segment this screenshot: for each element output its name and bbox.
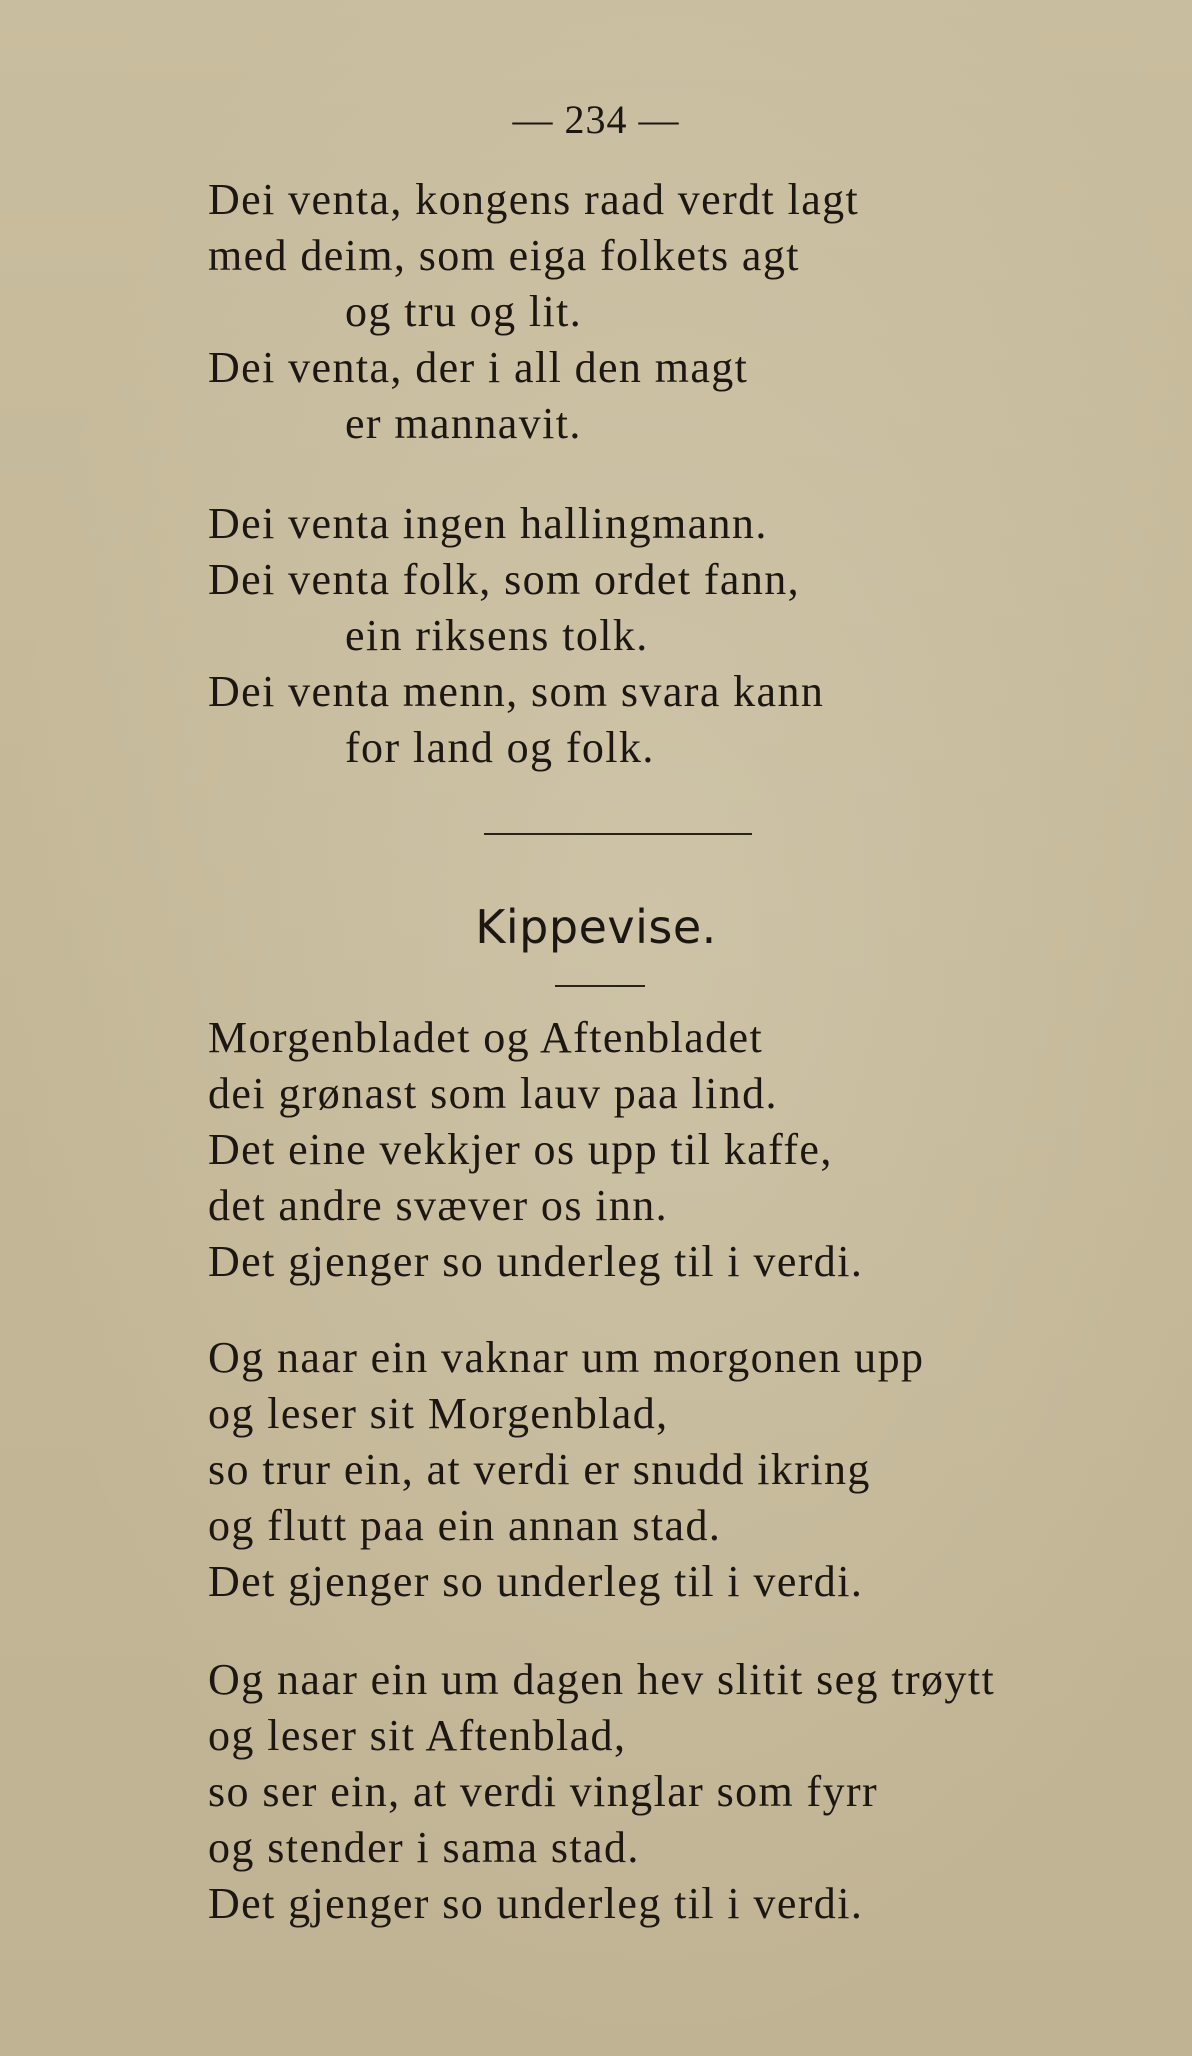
verse-line: og leser sit Morgenblad, bbox=[208, 1389, 669, 1438]
verse-line: for land og folk. bbox=[345, 723, 655, 772]
verse-line: Dei venta folk, som ordet fann, bbox=[208, 555, 801, 604]
verse-line: so trur ein, at verdi er snudd ikring bbox=[208, 1445, 871, 1494]
section-title: Kippevise. bbox=[475, 900, 717, 954]
verse-line: so ser ein, at verdi vinglar som fyrr bbox=[208, 1767, 879, 1816]
verse-line: og leser sit Aftenblad, bbox=[208, 1711, 627, 1760]
verse-line: Det gjenger so underleg til i verdi. bbox=[208, 1879, 864, 1928]
verse-line: det andre svæver os inn. bbox=[208, 1181, 669, 1230]
verse-line: og tru og lit. bbox=[345, 287, 583, 336]
verse-line: og stender i sama stad. bbox=[208, 1823, 640, 1872]
title-underline bbox=[555, 985, 645, 987]
verse-line: Det eine vekkjer os upp til kaffe, bbox=[208, 1125, 833, 1174]
verse-line: med deim, som eiga folkets agt bbox=[208, 231, 800, 280]
verse-line: dei grønast som lauv paa lind. bbox=[208, 1069, 778, 1118]
verse-line: Det gjenger so underleg til i verdi. bbox=[208, 1557, 864, 1606]
verse-line: ein riksens tolk. bbox=[345, 611, 649, 660]
verse-line: Morgenbladet og Aftenbladet bbox=[208, 1013, 764, 1062]
verse-line: og flutt paa ein annan stad. bbox=[208, 1501, 722, 1550]
page-number: — 234 — bbox=[512, 97, 680, 142]
verse-line: Dei venta ingen hallingmann. bbox=[208, 499, 768, 548]
verse-line: Dei venta, kongens raad verdt lagt bbox=[208, 175, 860, 224]
verse-line: er mannavit. bbox=[345, 399, 582, 448]
verse-line: Og naar ein um dagen hev slitit seg trøytt bbox=[208, 1655, 996, 1704]
verse-line: Dei venta, der i all den magt bbox=[208, 343, 749, 392]
verse-line: Det gjenger so underleg til i verdi. bbox=[208, 1237, 864, 1286]
section-divider bbox=[484, 833, 752, 835]
verse-line: Dei venta menn, som svara kann bbox=[208, 667, 825, 716]
verse-line: Og naar ein vaknar um morgonen upp bbox=[208, 1333, 925, 1382]
